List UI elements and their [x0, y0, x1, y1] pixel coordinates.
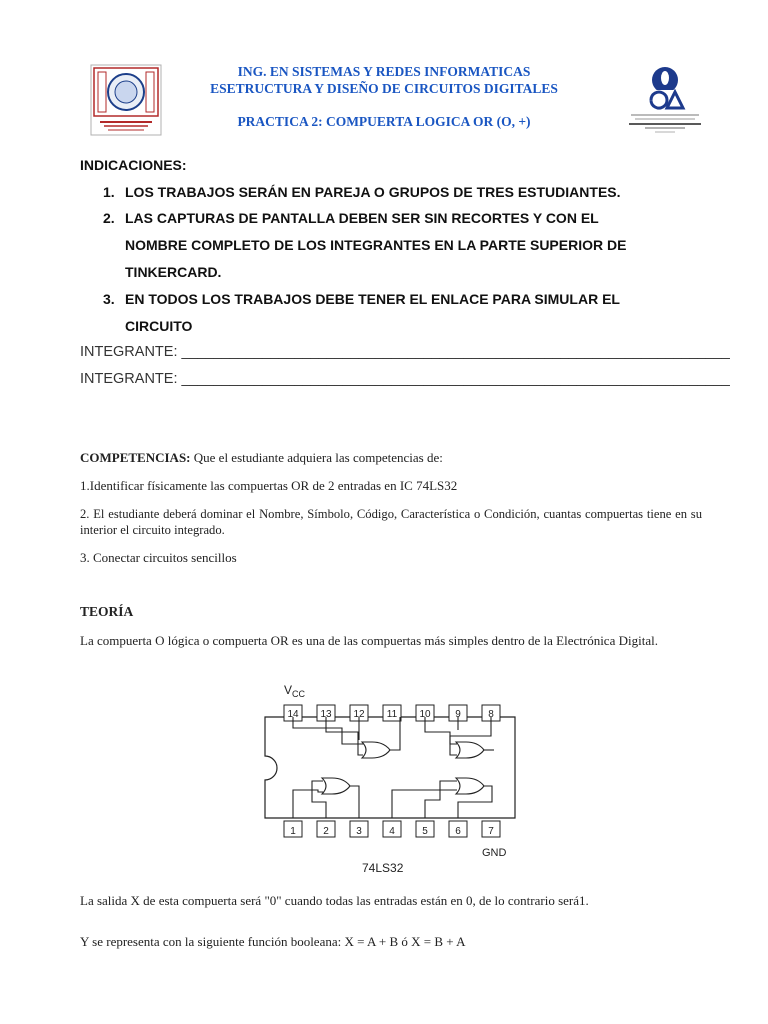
pin-number: 8	[488, 709, 494, 720]
list-item-text: TINKERCARD.	[125, 264, 222, 280]
pin-number: 7	[488, 826, 494, 837]
list-item-text: LAS CAPTURAS DE PANTALLA DEBEN SER SIN RECORTES Y CON EL	[125, 210, 599, 226]
teoria-paragraph: La salida X de esta compuerta será "0" cuando todas las entradas están en 0, de lo contrario será1.	[80, 893, 589, 908]
competencia-item: 2. El estudiante deberá dominar el Nombre, Símbolo, Código, Característica o Condición, cuantas compuertas tiene en su interior el circuito integrado.	[80, 507, 702, 537]
pin-number: 5	[422, 826, 428, 837]
pin-number: 2	[323, 826, 329, 837]
pin-number: 13	[320, 709, 332, 720]
gnd-label: GND	[482, 847, 507, 859]
integrante-field[interactable]: INTEGRANTE: ____________________________________________________________________	[80, 371, 730, 387]
list-item-number: 3.	[103, 291, 115, 307]
pin-number: 12	[353, 709, 365, 720]
competencias-heading	[80, 450, 702, 466]
list-item-text: LOS TRABAJOS SERÁN EN PAREJA O GRUPOS DE TRES ESTUDIANTES.	[125, 184, 621, 200]
indicaciones-title: INDICACIONES:	[80, 157, 187, 173]
ic-74ls32-diagram	[260, 678, 520, 878]
list-item-number: 2.	[103, 210, 115, 226]
competencias-intro: Que el estudiante adquiera las competencias de:	[190, 450, 443, 465]
pin-number: 10	[419, 709, 431, 720]
header-program: ING. EN SISTEMAS Y REDES INFORMATICAS	[237, 64, 531, 79]
header-practice: PRACTICA 2: COMPUERTA LOGICA OR (O, +)	[237, 114, 531, 129]
list-item-number: 1.	[103, 184, 115, 200]
chip-label: 74LS32	[362, 861, 404, 875]
pin-number: 4	[389, 826, 395, 837]
competencia-item: 1.Identificar físicamente las compuertas OR de 2 entradas en IC 74LS32	[80, 478, 458, 493]
teoria-boolean: Y se representa con la siguiente función booleana: X = A + B ó X = B + A	[80, 934, 466, 949]
pin-number: 1	[290, 826, 296, 837]
pin-number: 9	[455, 709, 461, 720]
integrante-field[interactable]: INTEGRANTE: ____________________________________________________________________	[80, 344, 730, 360]
vcc-label: $V_{CC}$	[284, 683, 306, 699]
list-item-text: NOMBRE COMPLETO DE LOS INTEGRANTES EN LA PARTE SUPERIOR DE	[125, 237, 627, 253]
bottom-pin-row	[284, 821, 500, 837]
list-item-text: CIRCUITO	[125, 318, 193, 334]
pin-number: 6	[455, 826, 461, 837]
list-item-text: EN TODOS LOS TRABAJOS DEBE TENER EL ENLACE PARA SIMULAR EL	[125, 291, 620, 307]
pin-number: 3	[356, 826, 362, 837]
pin-number: 11	[386, 709, 398, 720]
chip-body	[265, 717, 515, 818]
pin-number: 14	[287, 709, 299, 720]
competencias-label: COMPETENCIAS:	[80, 450, 191, 465]
competencia-item: 3. Conectar circuitos sencillos	[80, 550, 237, 565]
header-course: ESETRUCTURA Y DISEÑO DE CIRCUITOS DIGITALES	[210, 81, 558, 96]
teoria-paragraph: La compuerta O lógica o compuerta OR es una de las compuertas más simples dentro de la Electrónica Digital.	[80, 633, 658, 648]
teoria-title: TEORÍA	[80, 604, 134, 619]
